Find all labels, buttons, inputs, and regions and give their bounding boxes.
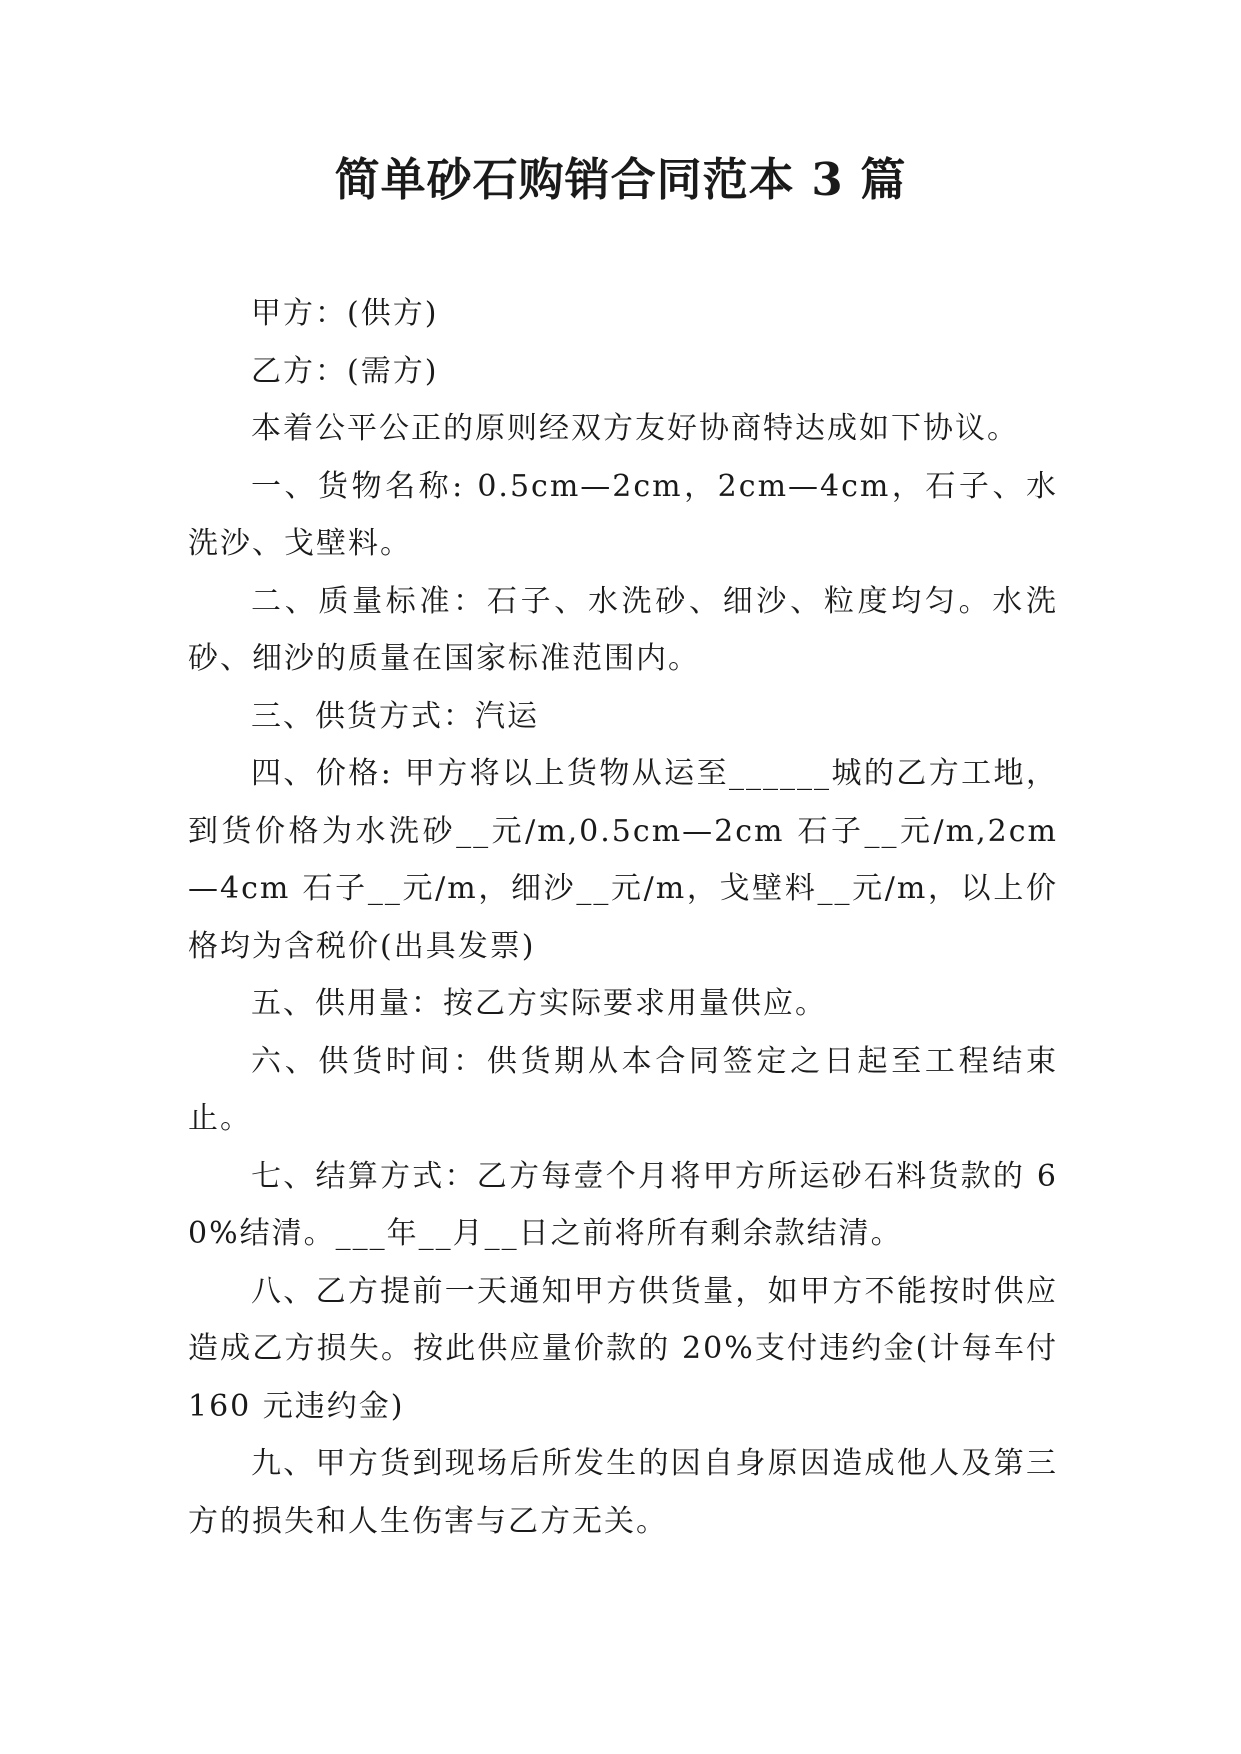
party-b-line: 乙方：(需方) [251, 353, 439, 389]
clause-7-settlement: 七、结算方式：乙方每壹个月将甲方所运砂石料货款的 60%结清。___年__月__日之前将所有剩余款结清。 [188, 1158, 1058, 1251]
clause-6-supply-time: 六、供货时间：供货期从本合同签定之日起至工程结束止。 [188, 1043, 1058, 1136]
party-a-line: 甲方：(供方) [251, 296, 439, 331]
clause-9-liability: 九、甲方货到现场后所发生的因自身原因造成他人及第三方的损失和人生伤害与乙方无关。 [188, 1446, 1058, 1539]
clause-3-delivery-method: 三、供货方式：汽运 [251, 698, 539, 734]
document-title: 简单砂石购销合同范本 3 篇 [334, 153, 907, 206]
clause-4-price: 四、价格: 甲方将以上货物从运至______城的乙方工地，到货价格为水洗砂__元/m,0.5cm—2cm 石子__元/m,2cm—4cm 石子__元/m，细沙__元/m，戈壁料__元/m，以上价格均为含税价(出具发票) [188, 756, 1058, 964]
clause-5-supply-quantity: 五、供用量：按乙方实际要求用量供应。 [251, 986, 827, 1021]
preamble-paragraph: 本着公平公正的原则经双方友好协商特达成如下协议。 [251, 411, 1019, 446]
clause-8-notice-penalty: 八、乙方提前一天通知甲方供货量，如甲方不能按时供应造成乙方损失。按此供应量价款的 20%支付违约金(计每车付 160 元违约金) [188, 1273, 1058, 1424]
clause-2-quality-standard: 二、质量标准：石子、水洗砂、细沙、粒度均匀。水洗砂、细沙的质量在国家标准范围内。 [188, 583, 1058, 676]
document-body [188, 285, 1058, 1550]
clause-1-goods-name: 一、货物名称: 0.5cm—2cm，2cm—4cm，石子、水洗沙、戈壁料。 [188, 468, 1058, 561]
